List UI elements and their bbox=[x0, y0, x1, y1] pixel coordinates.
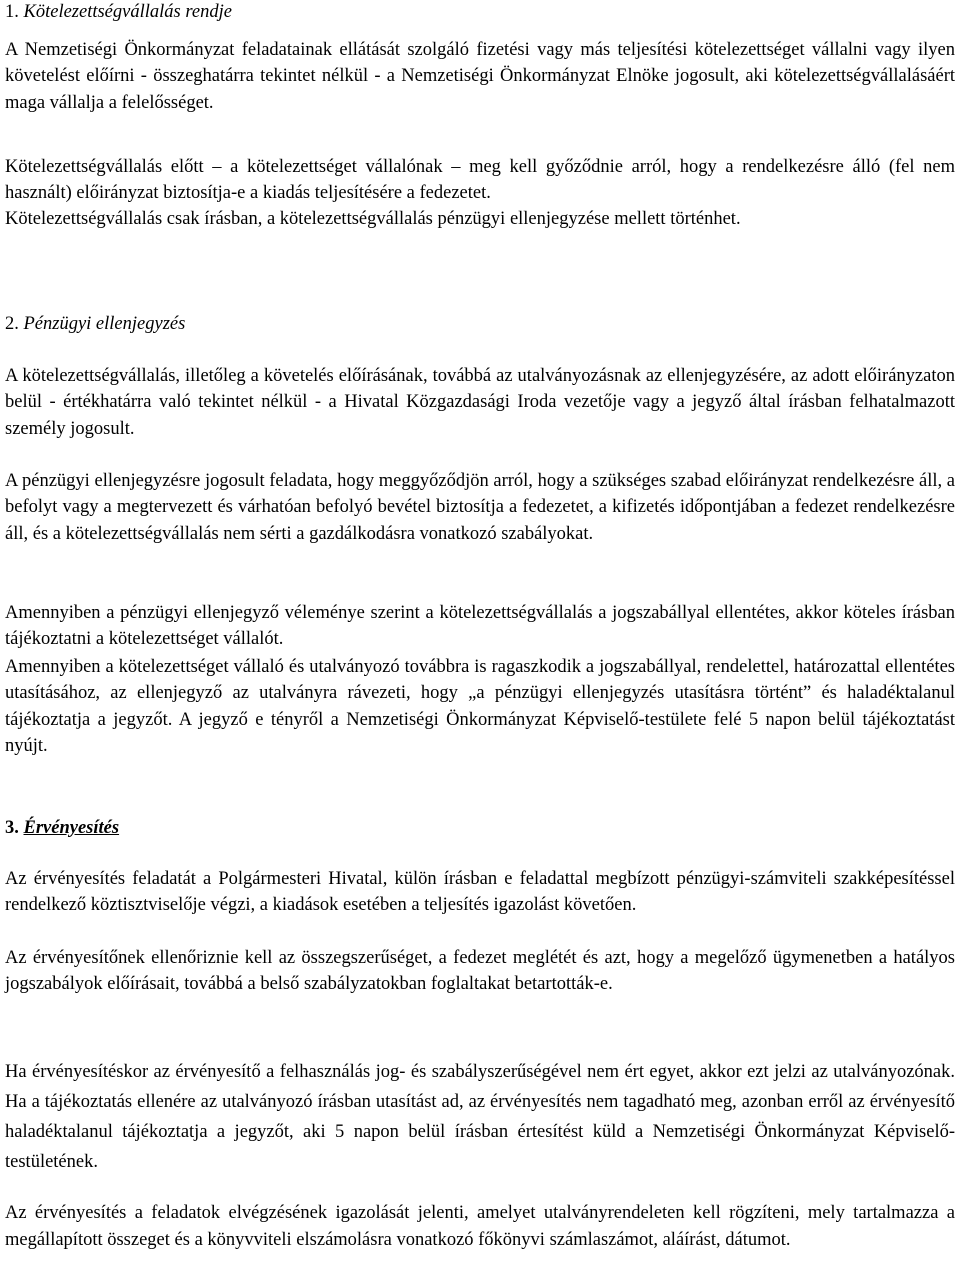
paragraph: Az érvényesítés feladatát a Polgármesteri Hivatal, külön írásban e feladattal megbízott pénzügyi-számviteli szakképesítéssel rendelkező köztisztviselője végzi, a kiadások esetében a teljesítés igazolást követően. bbox=[5, 869, 955, 916]
section-title: Pénzügyi ellenjegyzés bbox=[23, 314, 186, 334]
paragraph: Az érvényesítés a feladatok elvégzésének igazolását jelenti, amelyet utalványrendeleten kell rögzíteni, mely tartalmazza a megállapított összeget és a könyvviteli elszámolásra vonatkozó főkönyvi számlaszámot, aláírást, dátumot. bbox=[5, 1203, 955, 1250]
paragraph: Ha érvényesítéskor az érvényesítő a felhasználás jog- és szabályszerűségével nem ért egyet, akkor ezt jelzi az utalványozónak. Ha a tájékoztatás ellenére az utalványozó írásban utasítást ad, az érvényesítés nem tagadható meg, azonban erről az érvényesítő haladéktalanul tájékoztatja a jegyzőt, aki 5 napon belül írásban értesítést küld a Nemzetiségi Önkormányzat Képviselő-testületének. bbox=[5, 1062, 955, 1172]
section-heading-2 bbox=[5, 312, 185, 336]
section-title: Érvényesítés bbox=[23, 818, 120, 838]
section-number: 1. bbox=[5, 2, 19, 22]
section-heading-1 bbox=[5, 0, 232, 24]
paragraph: A pénzügyi ellenjegyzésre jogosult feladata, hogy meggyőződjön arról, hogy a szükséges szabad előirányzat rendelkezésre áll, a befolyt vagy a megtervezett és várhatóan befolyó bevétel biztosítja a fedezetet, a kifizetés időpontjában a fedezet rendelkezésre áll, és a kötelezettségvállalás nem sérti a gazdálkodásra vonatkozó szabályokat. bbox=[5, 471, 955, 544]
section-number: 3. bbox=[5, 818, 19, 838]
section-heading-3 bbox=[5, 816, 119, 840]
paragraph: A kötelezettségvállalás, illetőleg a követelés előírásának, továbbá az utalványozásnak az ellenjegyzésére, az adott előirányzaton belül - értékhatárra való tekintet nélkül - a Hivatal Közgazdasági Iroda vezetője vagy a jegyző által írásban felhatalmazott személy jogosult. bbox=[5, 366, 955, 439]
paragraph: Kötelezettségvállalás csak írásban, a kötelezettségvállalás pénzügyi ellenjegyzése mellett történhet. bbox=[5, 209, 741, 229]
paragraph: Kötelezettségvállalás előtt – a kötelezettséget vállalónak – meg kell győződnie arról, hogy a rendelkezésre álló (fel nem használt) előirányzat biztosítja-e a kiadás teljesítésére a fedezetet. bbox=[5, 157, 955, 204]
paragraph: Amennyiben a kötelezettséget vállaló és utalványozó továbbra is ragaszkodik a jogszabállyal, rendelettel, határozattal ellentétes utasításához, az ellenjegyző az utalványra rávezeti, hogy „a pénzügyi ellenjegyzés utasításra történt” és haladéktalanul tájékoztatja a jegyzőt. A jegyző e tényről a Nemzetiségi Önkormányzat Képviselő-testülete felé 5 napon belül tájékoztatást nyújt. bbox=[5, 657, 955, 757]
section-number: 2. bbox=[5, 314, 19, 334]
paragraph: Az érvényesítőnek ellenőriznie kell az összegszerűséget, a fedezet meglétét és azt, hogy a megelőző ügymenetben a hatályos jogszabályok előírásait, továbbá a belső szabályzatokban foglaltakat betartották-e. bbox=[5, 948, 955, 995]
paragraph: Amennyiben a pénzügyi ellenjegyző véleménye szerint a kötelezettségvállalás a jogszabállyal ellentétes, akkor köteles írásban tájékoztatni a kötelezettséget vállalót. bbox=[5, 603, 955, 650]
section-title: Kötelezettségvállalás rendje bbox=[23, 2, 232, 22]
paragraph: A Nemzetiségi Önkormányzat feladatainak ellátását szolgáló fizetési vagy más teljesítési kötelezettséget vállalni vagy ilyen követelést előírni - összeghatárra tekintet nélkül - a Nemzetiségi Önkormányzat Elnöke jogosult, aki kötelezettségvállalásáért maga vállalja a felelősséget. bbox=[5, 40, 955, 113]
